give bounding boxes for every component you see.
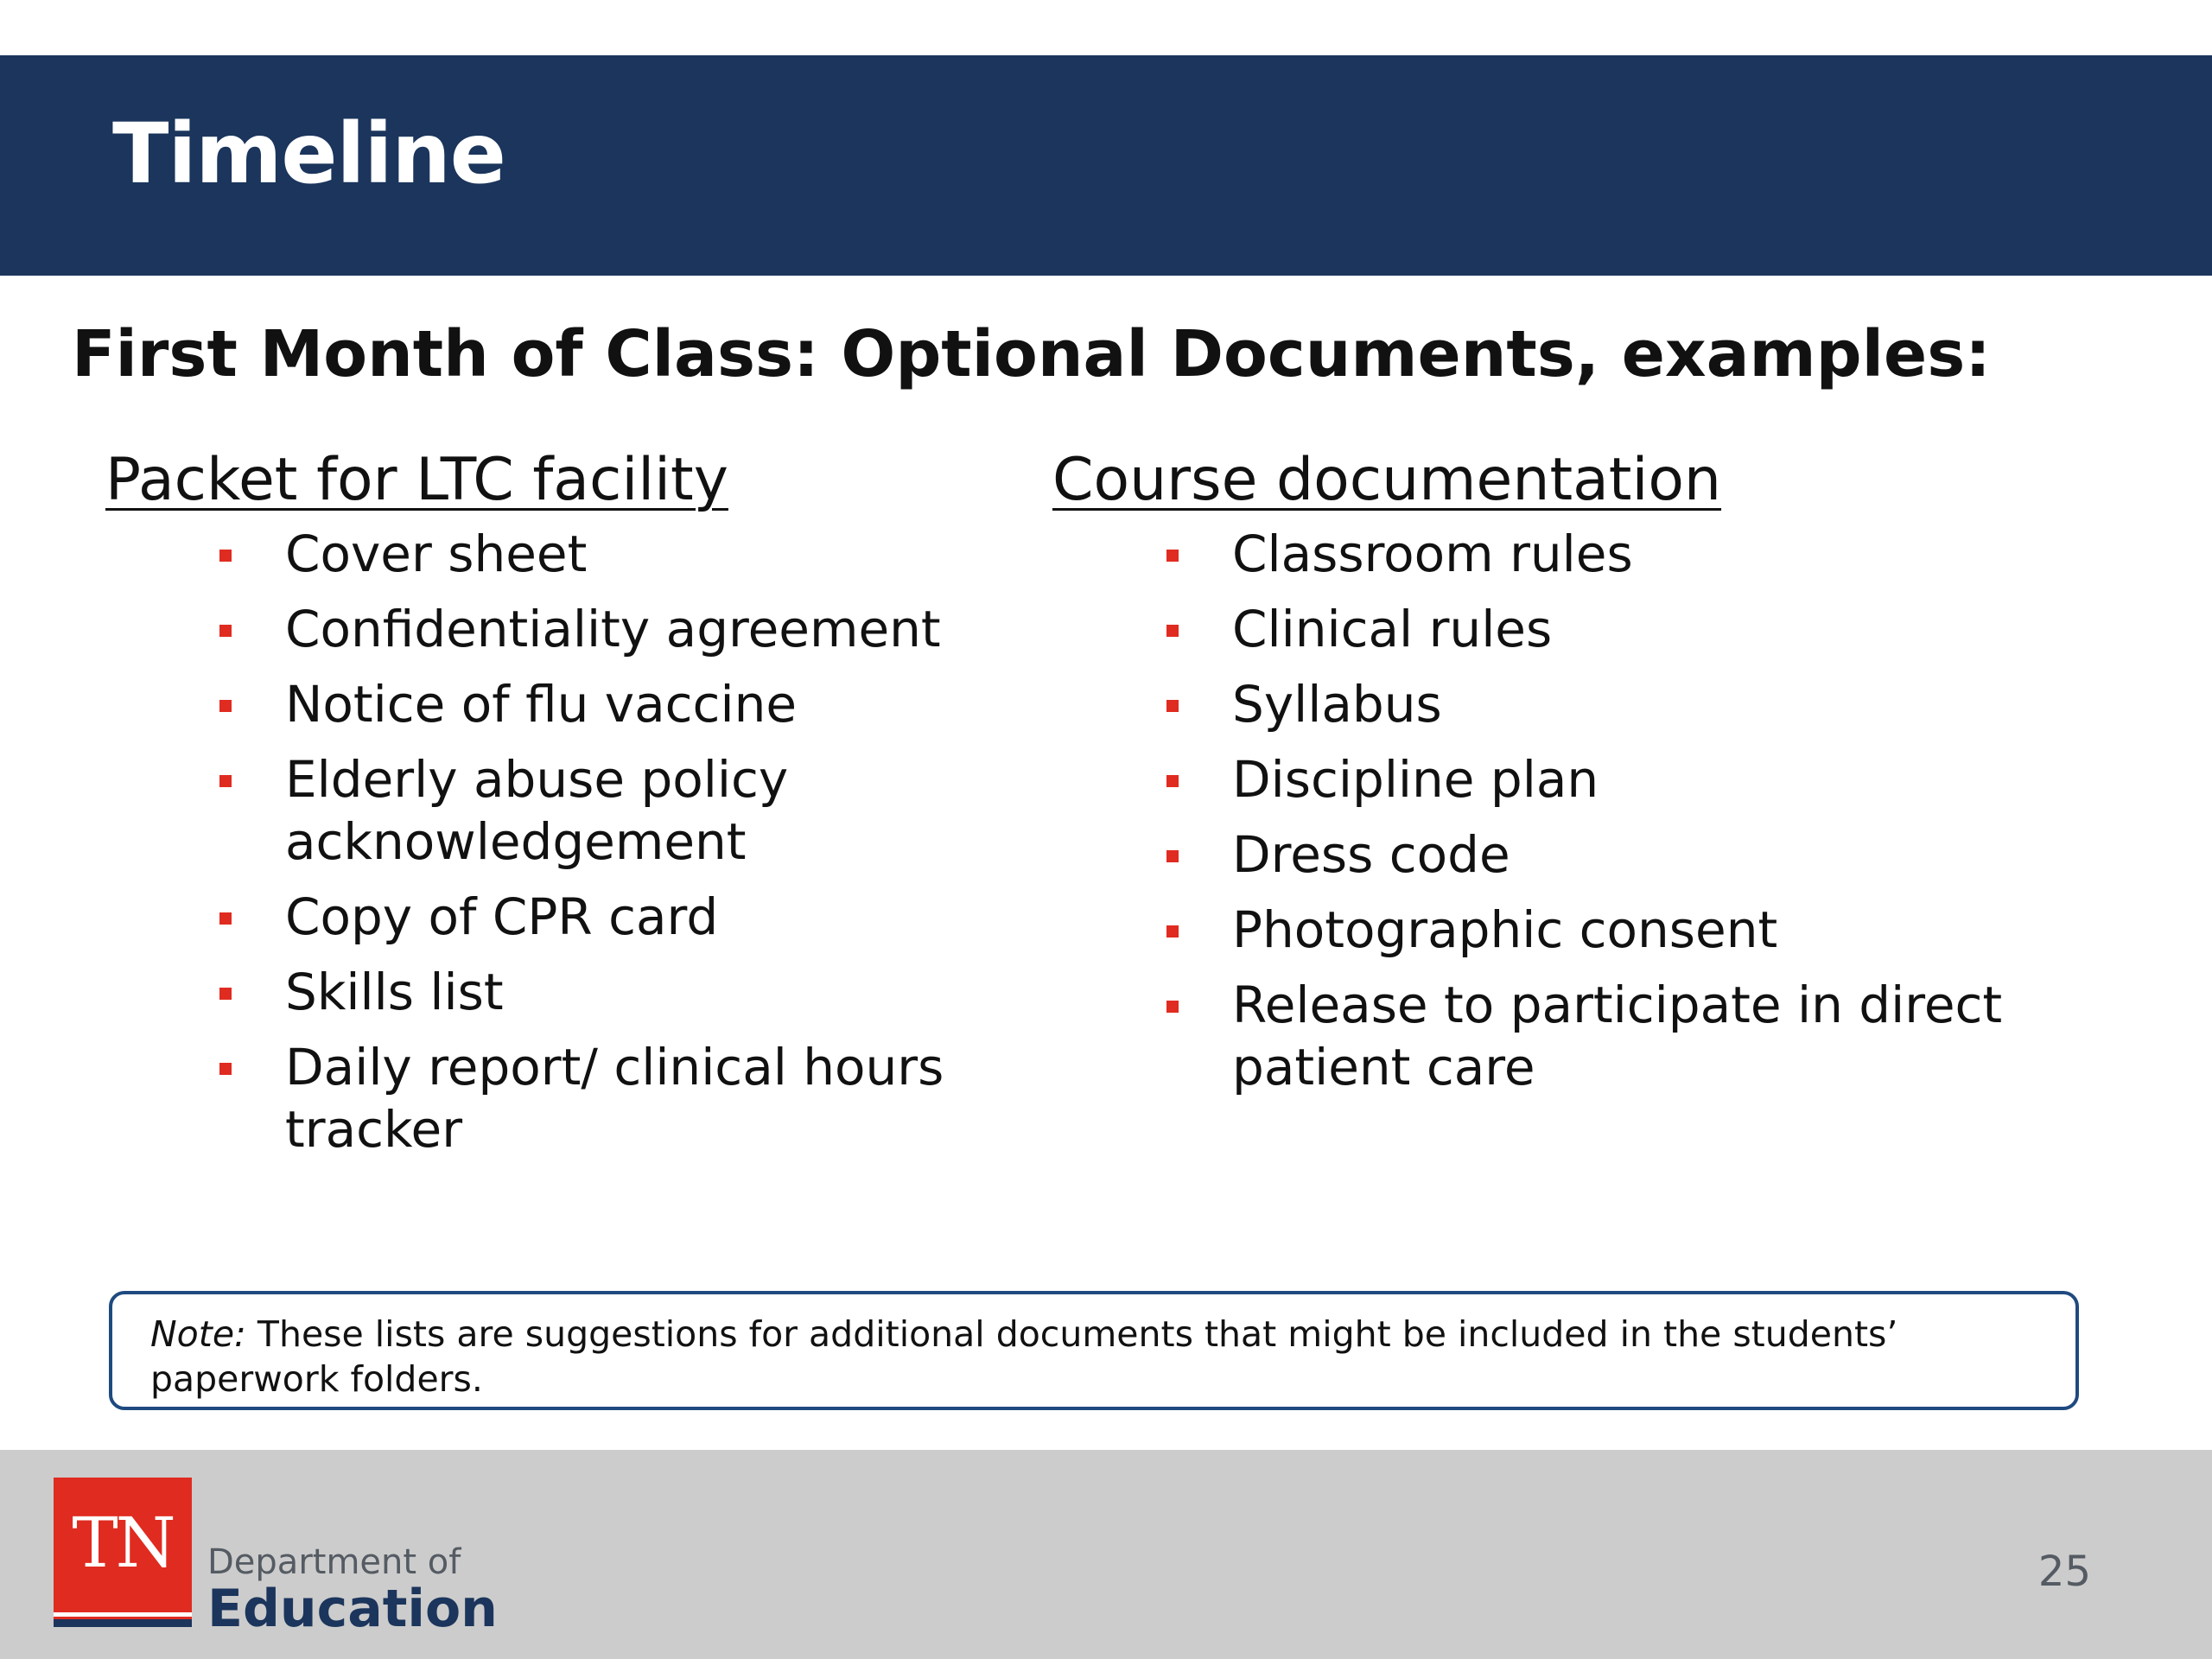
list-item: Copy of CPR card bbox=[105, 886, 969, 948]
square-bullet-icon bbox=[1166, 850, 1179, 862]
list-item: Daily report/ clinical hours tracker bbox=[105, 1036, 969, 1160]
square-bullet-icon bbox=[219, 550, 232, 562]
list-item: Photographic consent bbox=[1052, 899, 2089, 961]
note-text: These lists are suggestions for additional documents that might be included in the students’ paperwork folders. bbox=[150, 1313, 1898, 1400]
list-item: Release to participate in direct patient care bbox=[1052, 974, 2089, 1098]
list-item: Elderly abuse policy acknowledgement bbox=[105, 748, 969, 873]
education-label: Education bbox=[207, 1579, 498, 1639]
square-bullet-icon bbox=[219, 700, 232, 712]
square-bullet-icon bbox=[1166, 775, 1179, 787]
square-bullet-icon bbox=[1166, 700, 1179, 712]
square-bullet-icon bbox=[219, 912, 232, 925]
list-item: Confidentiality agreement bbox=[105, 598, 969, 660]
square-bullet-icon bbox=[219, 625, 232, 637]
tn-logo bbox=[54, 1478, 192, 1626]
square-bullet-icon bbox=[1166, 625, 1179, 637]
slide-subtitle: First Month of Class: Optional Documents, examples: bbox=[72, 317, 1991, 391]
column-course-documentation bbox=[1052, 445, 2089, 1111]
bullet-list bbox=[1052, 523, 2089, 1098]
list-item: Skills list bbox=[105, 961, 969, 1023]
tn-logo-text: TN bbox=[72, 1503, 174, 1583]
column-heading: Packet for LTC facility bbox=[105, 446, 728, 514]
list-item: Notice of flu vaccine bbox=[105, 673, 969, 735]
list-item: Dress code bbox=[1052, 823, 2089, 886]
square-bullet-icon bbox=[219, 775, 232, 787]
square-bullet-icon bbox=[219, 1063, 232, 1075]
list-item: Classroom rules bbox=[1052, 523, 2089, 585]
note-box bbox=[109, 1291, 2079, 1410]
column-ltc-packet bbox=[105, 445, 969, 1173]
square-bullet-icon bbox=[219, 988, 232, 1000]
bullet-list bbox=[105, 523, 969, 1160]
logo-stripe-light bbox=[54, 1612, 192, 1617]
square-bullet-icon bbox=[1166, 550, 1179, 562]
column-heading: Course documentation bbox=[1052, 446, 1722, 514]
list-item: Syllabus bbox=[1052, 673, 2089, 735]
square-bullet-icon bbox=[1166, 1001, 1179, 1013]
note-label: Note: bbox=[150, 1313, 246, 1355]
list-item: Cover sheet bbox=[105, 523, 969, 585]
square-bullet-icon bbox=[1166, 925, 1179, 938]
list-item: Clinical rules bbox=[1052, 598, 2089, 660]
department-label: Department of bbox=[207, 1542, 461, 1582]
slide-title: Timeline bbox=[112, 105, 505, 202]
page-number: 25 bbox=[2037, 1548, 2091, 1596]
list-item: Discipline plan bbox=[1052, 748, 2089, 810]
logo-stripe bbox=[54, 1619, 192, 1627]
